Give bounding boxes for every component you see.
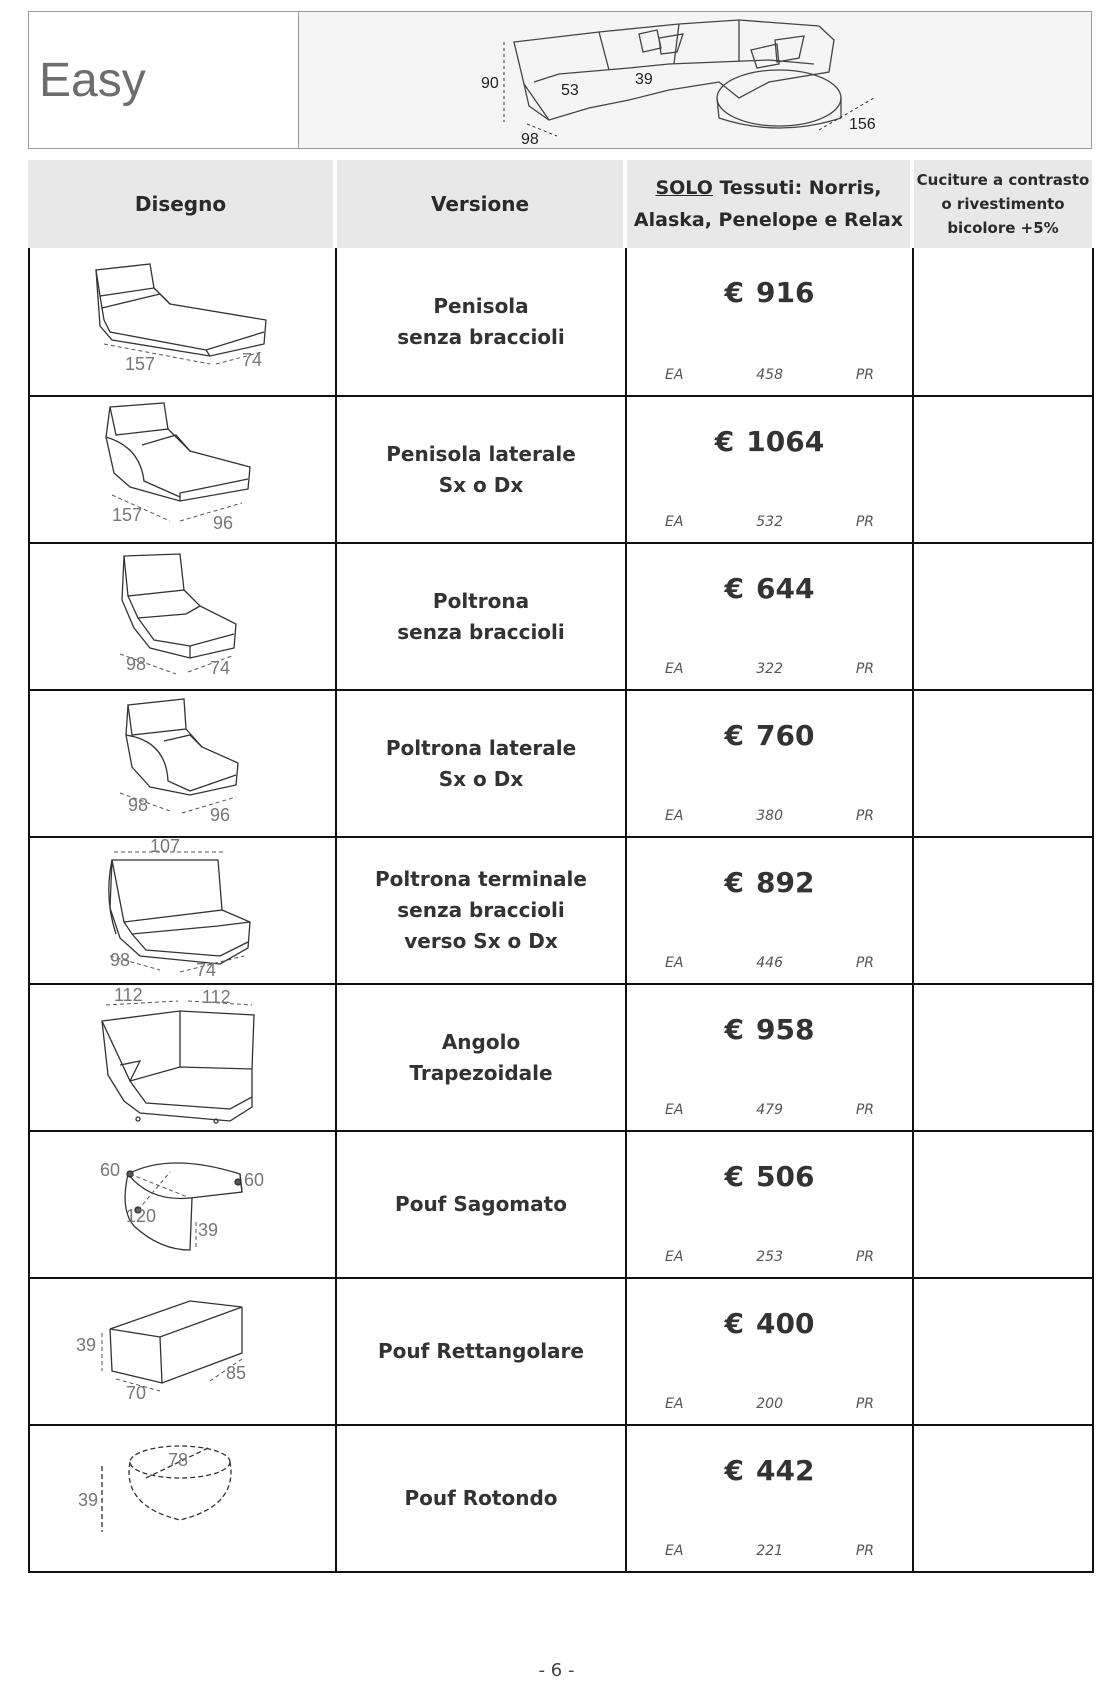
stitching-line2: o rivestimento — [941, 195, 1065, 213]
version-cell — [335, 248, 625, 395]
drawing-cell — [30, 1426, 335, 1571]
price-value: 760 — [756, 719, 815, 752]
price-value: 506 — [756, 1160, 815, 1193]
price-codes — [665, 808, 874, 824]
dim-width: 70 — [126, 1383, 147, 1403]
dim-small: 39 — [635, 71, 653, 88]
price-cell — [625, 1279, 912, 1424]
dim-right: 112 — [202, 987, 231, 1007]
stitching-cell — [912, 691, 1092, 836]
corner-illustration — [30, 985, 335, 1130]
code-left: EA — [665, 808, 684, 824]
dim-height: 39 — [78, 1490, 99, 1510]
price — [627, 425, 912, 458]
drawing-cell — [30, 1132, 335, 1277]
version-name: Pouf Rotondo — [404, 1486, 558, 1510]
rectangular-pouf-illustration — [30, 1279, 335, 1424]
price-codes — [665, 1396, 874, 1412]
armchair-illustration — [30, 544, 335, 689]
price-value: 916 — [756, 276, 815, 309]
stitching-line3: bicolore +5% — [947, 219, 1059, 237]
price-cell — [625, 397, 912, 542]
code-left: EA — [665, 1543, 684, 1559]
dim-width: 107 — [150, 838, 181, 856]
price-table — [28, 248, 1094, 1573]
euro-sign: € — [724, 1307, 745, 1340]
price-codes — [665, 661, 874, 677]
code-right: PR — [855, 1102, 874, 1118]
code-mid: 446 — [756, 955, 783, 971]
dim-width: 157 — [125, 354, 156, 374]
dim-depth: 98 — [110, 950, 131, 970]
price-codes — [665, 1543, 874, 1559]
stitching-cell — [912, 544, 1092, 689]
dim-depth: 74 — [210, 658, 231, 678]
stitching-cell — [912, 397, 1092, 542]
price-cell — [625, 838, 912, 983]
fabric-line2: Alaska, Penelope e Relax — [633, 209, 904, 231]
code-left: EA — [665, 1396, 684, 1412]
stitching-cell — [912, 985, 1092, 1130]
table-row — [30, 1424, 1092, 1571]
dim-width: 98 — [126, 654, 147, 674]
code-right: PR — [855, 367, 874, 383]
dim-depth: 98 — [521, 131, 539, 148]
dim-height: 39 — [198, 1220, 219, 1240]
code-right: PR — [855, 1543, 874, 1559]
version-cell — [335, 397, 625, 542]
code-mid: 532 — [756, 514, 783, 530]
price — [627, 1160, 912, 1193]
drawing-cell — [30, 248, 335, 395]
price — [627, 719, 912, 752]
version-name: Penisola senza braccioli — [397, 293, 565, 349]
price-value: 442 — [756, 1454, 815, 1487]
price-cell — [625, 1426, 912, 1571]
dim-depth: 74 — [242, 350, 263, 370]
code-mid: 458 — [756, 367, 783, 383]
version-name: Penisola laterale Sx o Dx — [386, 441, 576, 497]
shaped-pouf-illustration — [30, 1132, 335, 1277]
stitching-cell — [912, 248, 1092, 395]
composition-drawing — [299, 12, 1091, 148]
version-cell — [335, 691, 625, 836]
version-name: Poltrona senza braccioli — [397, 588, 565, 644]
table-row — [30, 542, 1092, 689]
code-left: EA — [665, 1102, 684, 1118]
version-name: Poltrona terminale senza braccioli verso Sx o Dx — [375, 867, 587, 953]
code-mid: 253 — [756, 1249, 783, 1265]
price — [627, 1013, 912, 1046]
table-header — [28, 160, 1092, 248]
table-row — [30, 395, 1092, 542]
code-mid: 380 — [756, 808, 783, 824]
fabric-solo: SOLO — [655, 177, 713, 199]
dim-height: 90 — [481, 75, 499, 92]
code-right: PR — [855, 1249, 874, 1265]
dim-seat: 74 — [196, 960, 217, 980]
code-mid: 221 — [756, 1543, 783, 1559]
stitching-line1: Cuciture a contrasto — [916, 171, 1090, 189]
col-drawing: Disegno — [28, 160, 333, 248]
sofa-composition-illustration — [299, 12, 1091, 148]
code-left: EA — [665, 514, 684, 530]
version-cell — [335, 985, 625, 1130]
version-cell — [335, 1132, 625, 1277]
table-row — [30, 983, 1092, 1130]
version-cell — [335, 838, 625, 983]
price-cell — [625, 248, 912, 395]
code-left: EA — [665, 1249, 684, 1265]
price-codes — [665, 367, 874, 383]
code-mid: 479 — [756, 1102, 783, 1118]
version-name: Pouf Sagomato — [395, 1192, 567, 1216]
drawing-cell — [30, 397, 335, 542]
price — [627, 1307, 912, 1340]
version-name: Poltrona laterale Sx o Dx — [385, 735, 577, 791]
price-codes — [665, 955, 874, 971]
euro-sign: € — [724, 1160, 745, 1193]
dim-seat: 53 — [561, 82, 579, 99]
dim-chaise: 156 — [849, 116, 876, 133]
euro-sign: € — [724, 1013, 745, 1046]
version-name: Pouf Rettangolare — [378, 1339, 584, 1363]
chaise-illustration — [30, 248, 335, 393]
fabric-rest: Tessuti: Norris, — [719, 177, 882, 199]
price-value: 892 — [756, 866, 815, 899]
stitching-cell — [912, 838, 1092, 983]
armchair-side-illustration — [30, 691, 335, 836]
drawing-cell — [30, 838, 335, 983]
stitching-cell — [912, 1132, 1092, 1277]
euro-sign: € — [724, 1454, 745, 1487]
version-name: Angolo Trapezoidale — [409, 1029, 553, 1085]
code-right: PR — [855, 661, 874, 677]
price-value: 958 — [756, 1013, 815, 1046]
page-number: - 6 - — [538, 1660, 575, 1681]
code-mid: 322 — [756, 661, 783, 677]
code-right: PR — [855, 955, 874, 971]
price-codes — [665, 514, 874, 530]
round-pouf-illustration — [30, 1426, 335, 1571]
version-cell — [335, 1279, 625, 1424]
price — [627, 276, 912, 309]
col-stitching — [910, 160, 1092, 248]
model-header — [28, 11, 1092, 149]
code-right: PR — [855, 514, 874, 530]
dim-depth: 96 — [210, 805, 231, 825]
price-cell — [625, 691, 912, 836]
code-right: PR — [855, 808, 874, 824]
price — [627, 866, 912, 899]
terminal-armchair-illustration — [30, 838, 335, 983]
dim-width: 98 — [128, 795, 149, 815]
euro-sign: € — [724, 719, 745, 752]
model-title: Easy — [29, 12, 299, 148]
dim-depth: 85 — [226, 1363, 247, 1383]
dim-height: 39 — [76, 1335, 97, 1355]
chaise-side-illustration — [30, 397, 335, 542]
euro-sign: € — [724, 866, 745, 899]
price-value: 644 — [756, 572, 815, 605]
dim-c: 120 — [126, 1206, 157, 1226]
price-codes — [665, 1102, 874, 1118]
version-cell — [335, 1426, 625, 1571]
stitching-cell — [912, 1279, 1092, 1424]
code-left: EA — [665, 367, 684, 383]
drawing-cell — [30, 544, 335, 689]
version-cell — [335, 544, 625, 689]
price-cell — [625, 1132, 912, 1277]
price-value: 400 — [756, 1307, 815, 1340]
dim-left: 112 — [114, 985, 143, 1005]
code-left: EA — [665, 955, 684, 971]
euro-sign: € — [714, 425, 735, 458]
table-row — [30, 689, 1092, 836]
price — [627, 1454, 912, 1487]
table-row — [30, 836, 1092, 983]
table-row — [30, 1277, 1092, 1424]
dim-depth: 96 — [213, 513, 234, 533]
stitching-cell — [912, 1426, 1092, 1571]
price-codes — [665, 1249, 874, 1265]
code-left: EA — [665, 661, 684, 677]
table-row — [30, 248, 1092, 395]
code-mid: 200 — [756, 1396, 783, 1412]
dim-b: 60 — [244, 1170, 265, 1190]
dim-a: 60 — [100, 1160, 121, 1180]
drawing-cell — [30, 985, 335, 1130]
drawing-cell — [30, 691, 335, 836]
col-fabric — [623, 160, 910, 248]
col-version: Versione — [333, 160, 623, 248]
price — [627, 572, 912, 605]
price-value: 1064 — [746, 425, 825, 458]
price-cell — [625, 544, 912, 689]
dim-width: 157 — [112, 505, 143, 525]
euro-sign: € — [724, 572, 745, 605]
price-cell — [625, 985, 912, 1130]
code-right: PR — [855, 1396, 874, 1412]
drawing-cell — [30, 1279, 335, 1424]
euro-sign: € — [724, 276, 745, 309]
dim-diameter: 78 — [168, 1450, 189, 1470]
table-row — [30, 1130, 1092, 1277]
